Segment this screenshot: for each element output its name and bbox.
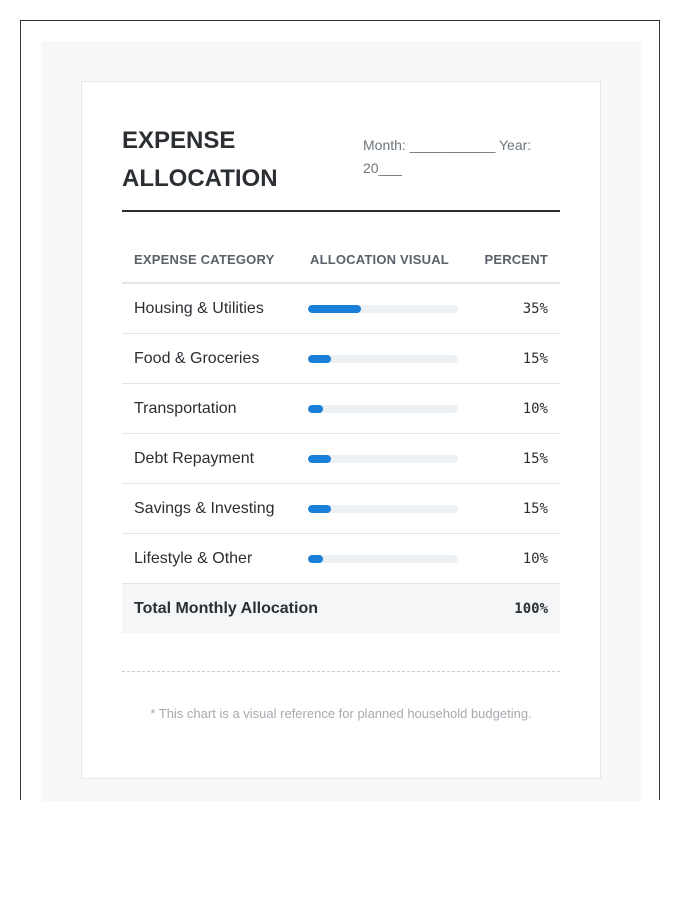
- total-percent: 100%: [470, 584, 560, 634]
- allocation-bar-track: [308, 305, 458, 313]
- allocation-bar-fill: [308, 405, 323, 413]
- allocation-bar-track: [308, 355, 458, 363]
- column-header-percent: PERCENT: [470, 236, 560, 283]
- allocation-bar-fill: [308, 555, 323, 563]
- month-blank: ___________: [409, 137, 496, 153]
- column-header-category: EXPENSE CATEGORY: [122, 236, 298, 283]
- title-line-1: EXPENSE: [122, 127, 236, 154]
- month-label: Month:: [363, 137, 406, 153]
- dashed-divider: [122, 671, 560, 672]
- percent-value: 15%: [470, 484, 560, 534]
- expense-category: Food & Groceries: [122, 334, 298, 384]
- percent-value: 15%: [470, 334, 560, 384]
- table-row: [122, 484, 560, 534]
- table-row: [122, 534, 560, 584]
- date-fields: [363, 134, 560, 180]
- allocation-bar-fill: [308, 505, 331, 513]
- expense-category: Savings & Investing: [122, 484, 298, 534]
- column-header-visual: ALLOCATION VISUAL: [298, 236, 470, 283]
- table-row: [122, 384, 560, 434]
- table-header-row: [122, 236, 560, 283]
- expense-category: Debt Repayment: [122, 434, 298, 484]
- year-label: Year:: [499, 137, 532, 153]
- percent-value: 35%: [470, 283, 560, 334]
- allocation-bar-track: [308, 505, 458, 513]
- allocation-bar-fill: [308, 455, 331, 463]
- percent-value: 10%: [470, 534, 560, 584]
- footnote: * This chart is a visual reference for planned household budgeting.: [150, 706, 532, 721]
- allocation-table: [122, 236, 560, 633]
- percent-value: 15%: [470, 434, 560, 484]
- allocation-visual: [298, 283, 470, 334]
- expense-category: Housing & Utilities: [122, 283, 298, 334]
- allocation-bar-fill: [308, 305, 361, 313]
- allocation-visual: [298, 434, 470, 484]
- title-line-2: ALLOCATION: [122, 165, 278, 192]
- total-label: Total Monthly Allocation: [122, 584, 470, 634]
- allocation-visual: [298, 484, 470, 534]
- allocation-card: [81, 81, 601, 779]
- allocation-bar-fill: [308, 355, 331, 363]
- allocation-visual: [298, 534, 470, 584]
- table-row: [122, 434, 560, 484]
- allocation-bar-track: [308, 455, 458, 463]
- allocation-bar-track: [308, 555, 458, 563]
- allocation-visual: [298, 334, 470, 384]
- table-row: [122, 334, 560, 384]
- table-row: [122, 283, 560, 334]
- expense-category: Lifestyle & Other: [122, 534, 298, 584]
- header: [122, 122, 560, 212]
- year-value: 20___: [363, 160, 402, 176]
- percent-value: 10%: [470, 384, 560, 434]
- allocation-bar-track: [308, 405, 458, 413]
- total-row: [122, 584, 560, 634]
- allocation-visual: [298, 384, 470, 434]
- expense-category: Transportation: [122, 384, 298, 434]
- page-title: [122, 122, 322, 198]
